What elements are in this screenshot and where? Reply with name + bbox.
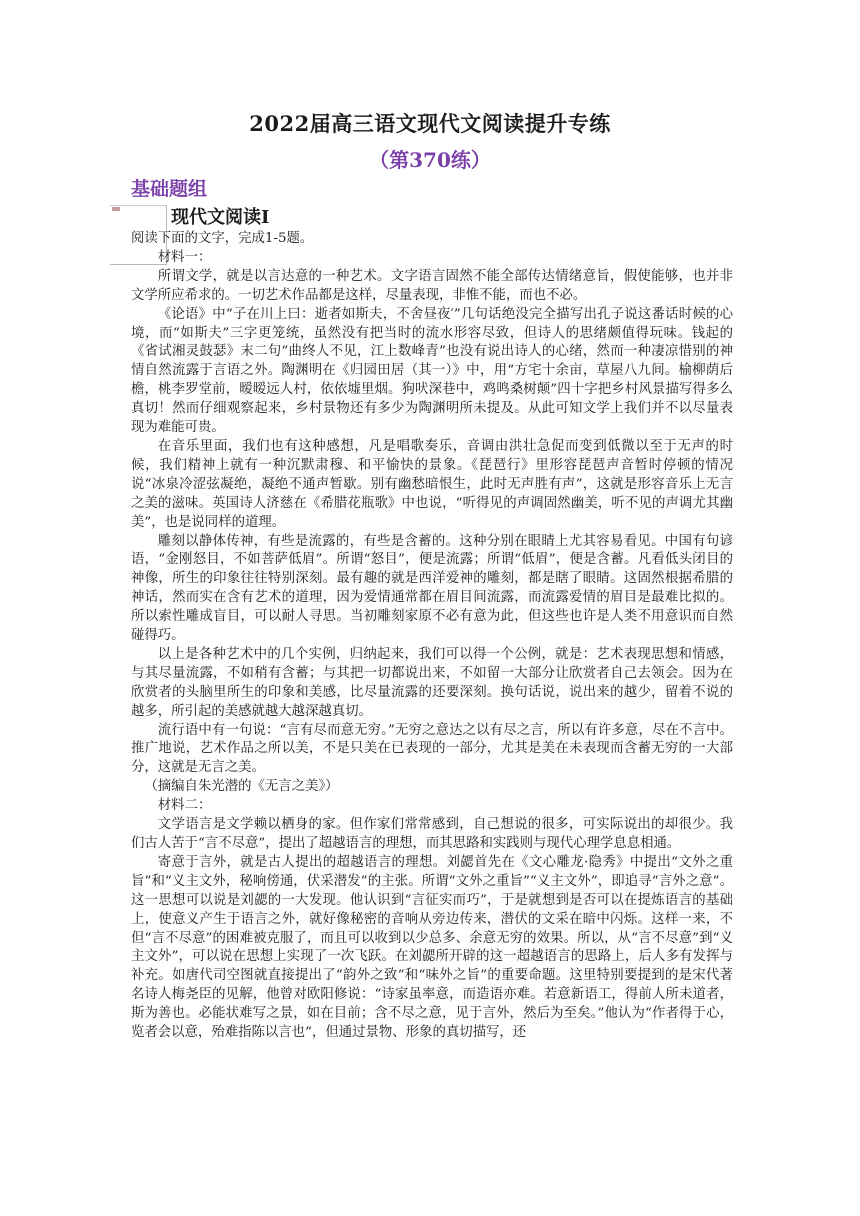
material-label: 材料一： <box>157 249 212 265</box>
instruction-line: 阅读下面的文字，完成1-5题。 <box>131 231 314 246</box>
paragraph: 所谓文学，就是以言达意的一种艺术。文字语言固然不能全部传达情绪意旨，假使能够，也并非文学所应希求的。一切艺术作品都是这样，尽量表现，非惟不能，而也不必。 <box>131 268 733 303</box>
paragraph: 文学语言是文学赖以栖身的家。但作家们常常感到，自己想说的很多，可实际说出的却很少。我们古人苦于“言不尽意”，提出了超越语言的理想，而其思路和实践则与现代心理学息息相通。 <box>131 817 733 851</box>
paragraph: 在音乐里面，我们也有这种感想，凡是唱歌奏乐，音调由洪壮急促而变到低微以至于无声的时候，我们精神上就有一种沉默肃穆、和平愉快的景象。《琵琶行》里形容琵琶声音暂时停顿的情况说“冰泉冷涩弦凝绝，凝绝不通声暂歇。别有幽愁暗恨生，此时无声胜有声”，这就是形容音乐上无言之美的滋味。英国诗人济慈在《希腊花瓶歌》中也说，“听得见的声调固然幽美，听不见的声调尤其幽美”，也是说同样的道理。 <box>131 438 733 530</box>
section-heading: 现代文阅读Ⅰ <box>171 207 270 228</box>
exercise-number: （第370练） <box>369 148 491 172</box>
image-placeholder-icon <box>112 207 120 211</box>
reading-passage <box>131 230 733 1043</box>
paragraph: 雕刻以静体传神，有些是流露的，有些是含蓄的。这种分别在眼睛上尤其容易看见。中国有句谚语，“金刚怒目，不如菩萨低眉”。所谓“怒目”，便是流露；所谓“低眉”，便是含蓄。凡看低头闭目的神像，所生的印象往往特别深刻。最有趣的就是西洋爱神的雕刻，都是瞎了眼睛。这固然根据希腊的神话，然而实在含有艺术的道理，因为爱情通常都在眉目间流露，而流露爱情的眉目是最难比拟的。所以索性雕成盲目，可以耐人寻思。当初雕刻家原不必有意为此，但这些也许是人类不用意识而自然碰得巧。 <box>131 533 733 644</box>
paragraph: 流行语中有一句说：“言有尽而意无穷。”无穷之意达之以有尽之言，所以有许多意，尽在不言中。推广地说，艺术作品之所以美，不是只美在已表现的一部分，尤其是美在未表现而含蓄无穷的一大部分，这就是无言之美。 <box>131 722 733 776</box>
group-heading: 基础题组 <box>131 178 208 200</box>
material-label: 材料二： <box>157 798 212 814</box>
document-title: 2022届高三语文现代文阅读提升专练 <box>249 111 611 136</box>
paragraph: 以上是各种艺术中的几个实例，归纳起来，我们可以得一个公例，就是：艺术表现思想和情感，与其尽量流露，不如稍有含蓄；与其把一切都说出来，不如留一大部分让欣赏者自己去领会。因为在欣赏者的头脑里所生的印象和美感，比尽量流露的还要深刻。换句话说，说出来的越少，留着不说的越多，所引起的美感就越大越深越真切。 <box>131 646 733 719</box>
paragraph: 《论语》中“子在川上曰：逝者如斯夫，不舍昼夜′”几句话绝没完全描写出孔子说这番话时候的心境，而“如斯夫”三字更笼统，虽然没有把当时的流水形容尽致，但诗人的思绪颇值得玩味。钱起的《省试湘灵鼓瑟》末二句“曲终人不见，江上数峰青”也没有说出诗人的心绪，然而一种凄凉惜别的神情自然流露于言语之外。陶渊明在《归园田居（其一）》中，用“方宅十余亩，草屋八九间。榆柳荫后檐，桃李罗堂前，暧暧远人村，依依墟里烟。狗吠深巷中，鸡鸣桑树颠”四十字把乡村风景描写得多么真切！然而仔细观察起来，乡村景物还有多少为陶渊明所未提及。从此可知文学上我们并不以尽量表现为难能可贵。 <box>131 306 733 436</box>
paragraph: 寄意于言外，就是古人提出的超越语言的理想。刘勰首先在《文心雕龙·隐秀》中提出“文外之重旨”和“义主文外，秘响傍通，伏采潜发”的主张。所谓“文外之重旨”“义主文外”，即追寻“言外之意”。这一思想可以说是刘勰的一大发现。他认识到“言征实而巧”，于是就想到是否可以在提炼语言的基础上，使意义产生于语言之外，就好像秘密的音响从旁边传来，潜伏的文采在暗中闪烁。这样一来，不但“言不尽意”的困难被克服了，而且可以收到以少总多、余意无穷的效果。所以，从“言不尽意”到“义主文外”，可以说在思想上实现了一次飞跃。在刘勰所开辟的这一超越语言的思路上，后人多有发挥与补充。如唐代司空图就直接提出了“韵外之致”和“味外之旨”的重要命题。这里特别要提到的是宋代著名诗人梅尧臣的见解，他曾对欧阳修说：“诗家虽率意，而造语亦难。若意新语工，得前人所未道者，斯为善也。必能状难写之景，如在目前；含不尽之意，见于言外，然后为至矣。”他认为“作者得于心，览者会以意，殆难指陈以言也”，但通过景物、形象的真切描写，还 <box>131 854 733 1041</box>
source-citation: （摘编自朱光潜的《无言之美》） <box>144 779 339 795</box>
